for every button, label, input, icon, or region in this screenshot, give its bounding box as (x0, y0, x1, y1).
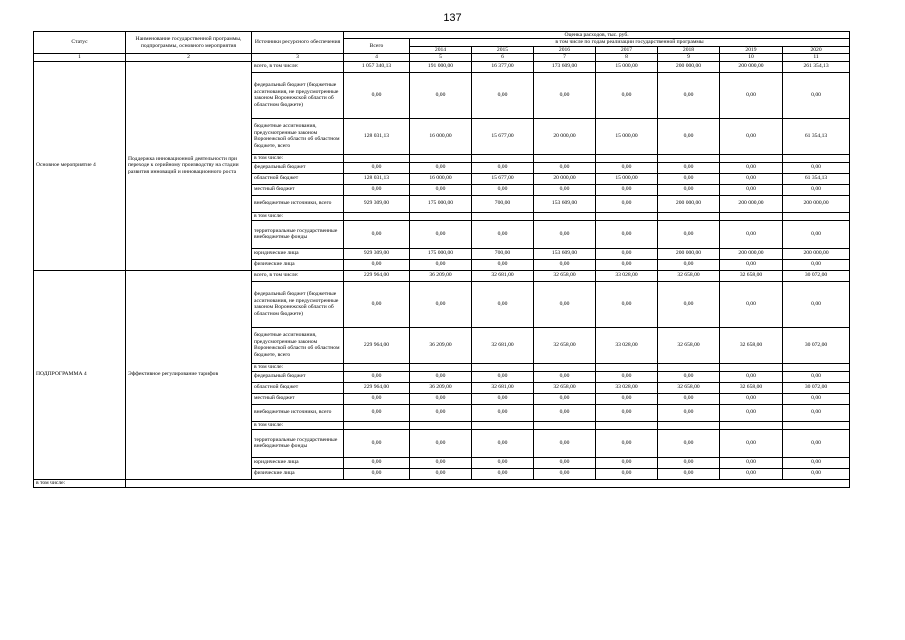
value-year: 0,00 (596, 248, 658, 259)
value-year (534, 421, 596, 429)
value-year: 0,00 (720, 468, 783, 479)
value-year: 0,00 (596, 404, 658, 421)
header-total: Всего (344, 39, 410, 54)
value-year (596, 154, 658, 162)
header-year: 2016 (534, 46, 596, 53)
value-year: 61 354,13 (783, 118, 850, 154)
footer-label: в том числе: (34, 479, 126, 487)
header-year: 2014 (410, 46, 472, 53)
value-year: 0,00 (658, 118, 720, 154)
table-row (34, 270, 850, 281)
value-year: 15 000,00 (596, 118, 658, 154)
value-year (534, 212, 596, 220)
value-year: 0,00 (783, 429, 850, 457)
value-year: 0,00 (534, 404, 596, 421)
value-year: 173 609,00 (534, 61, 596, 72)
value-year: 0,00 (720, 72, 783, 118)
value-year: 0,00 (658, 429, 720, 457)
value-year: 0,00 (596, 393, 658, 404)
value-total (344, 212, 410, 220)
value-total: 0,00 (344, 259, 410, 270)
value-year: 0,00 (534, 393, 596, 404)
value-year: 0,00 (410, 393, 472, 404)
funding-source: внебюджетные источники, всего (252, 404, 344, 421)
value-year (534, 154, 596, 162)
value-total: 1 057 340,13 (344, 61, 410, 72)
funding-source: юридические лица (252, 248, 344, 259)
header-column-number: 8 (596, 54, 658, 61)
value-year: 32 658,00 (720, 382, 783, 393)
value-year: 0,00 (534, 457, 596, 468)
value-year (596, 212, 658, 220)
value-total: 229 964,00 (344, 382, 410, 393)
funding-source: федеральный бюджет (бюджетные ассигнования, не предусмотренные законом Воронежской области об областном бюджете) (252, 281, 344, 327)
value-year (720, 212, 783, 220)
value-year: 0,00 (658, 220, 720, 248)
header-column-number: 10 (720, 54, 783, 61)
value-year: 700,00 (472, 195, 534, 212)
value-year: 0,00 (410, 468, 472, 479)
value-year: 36 209,00 (410, 270, 472, 281)
funding-source: федеральный бюджет (252, 162, 344, 173)
value-total: 0,00 (344, 184, 410, 195)
value-year: 0,00 (658, 468, 720, 479)
value-year: 32 658,00 (720, 327, 783, 363)
value-year: 32 658,00 (534, 327, 596, 363)
header-column-number: 6 (472, 54, 534, 61)
value-total: 0,00 (344, 393, 410, 404)
value-total (344, 154, 410, 162)
value-year: 32 681,00 (472, 382, 534, 393)
funding-source: территориальные государственные внебюджетные фонды (252, 429, 344, 457)
value-year: 0,00 (783, 72, 850, 118)
value-year: 0,00 (596, 259, 658, 270)
value-year: 0,00 (472, 468, 534, 479)
value-year: 0,00 (720, 173, 783, 184)
value-year: 15 000,00 (596, 173, 658, 184)
value-total: 0,00 (344, 72, 410, 118)
value-year: 20 000,00 (534, 118, 596, 154)
table-header (34, 32, 850, 62)
value-year: 0,00 (720, 162, 783, 173)
header-column-number: 7 (534, 54, 596, 61)
header-year: 2015 (472, 46, 534, 53)
value-year (472, 154, 534, 162)
header-estimate: Оценка расходов, тыс. руб. (344, 32, 850, 39)
header-year: 2018 (658, 46, 720, 53)
value-year: 0,00 (534, 429, 596, 457)
value-year: 0,00 (472, 162, 534, 173)
value-year: 30 072,00 (783, 382, 850, 393)
value-year (596, 421, 658, 429)
value-year: 200 000,00 (783, 195, 850, 212)
value-year: 0,00 (783, 162, 850, 173)
value-year: 0,00 (658, 173, 720, 184)
value-year (410, 212, 472, 220)
value-year: 33 028,00 (596, 382, 658, 393)
header-column-number: 3 (252, 54, 344, 61)
value-total (344, 421, 410, 429)
value-year: 0,00 (658, 371, 720, 382)
value-year: 0,00 (534, 184, 596, 195)
funding-source: всего, в том числе: (252, 270, 344, 281)
value-total: 229 964,00 (344, 270, 410, 281)
funding-source: в том числе: (252, 212, 344, 220)
value-total: 0,00 (344, 162, 410, 173)
header-column-number: 1 (34, 54, 126, 61)
value-year: 0,00 (410, 259, 472, 270)
value-year (472, 212, 534, 220)
value-year: 200 000,00 (720, 195, 783, 212)
value-year: 0,00 (783, 393, 850, 404)
value-year: 0,00 (410, 220, 472, 248)
value-year: 0,00 (596, 220, 658, 248)
value-year: 200 000,00 (783, 248, 850, 259)
value-year: 0,00 (534, 371, 596, 382)
value-year: 0,00 (410, 457, 472, 468)
header-by-years: в том числе по годам реализации государственной программы (410, 39, 850, 46)
value-year: 0,00 (720, 259, 783, 270)
value-year (410, 421, 472, 429)
funding-source: физические лица (252, 468, 344, 479)
header-column-number: 9 (658, 54, 720, 61)
funding-source: юридические лица (252, 457, 344, 468)
value-total: 0,00 (344, 468, 410, 479)
value-total: 0,00 (344, 429, 410, 457)
value-year: 0,00 (720, 393, 783, 404)
value-year: 0,00 (658, 184, 720, 195)
value-total: 128 031,13 (344, 118, 410, 154)
value-year: 30 072,00 (783, 270, 850, 281)
header-name: Наименование государственной программы, подпрограммы, основного мероприятия (126, 32, 252, 54)
value-year: 0,00 (720, 457, 783, 468)
value-year: 0,00 (410, 184, 472, 195)
value-year: 200 000,00 (720, 248, 783, 259)
value-year (720, 363, 783, 371)
value-year: 0,00 (534, 281, 596, 327)
value-year: 175 000,00 (410, 195, 472, 212)
funding-source: местный бюджет (252, 184, 344, 195)
value-year: 0,00 (783, 184, 850, 195)
funding-source: бюджетные ассигнования, предусмотренные законом Воронежской области об областном бюджете, всего (252, 118, 344, 154)
value-total: 0,00 (344, 281, 410, 327)
value-year: 0,00 (658, 457, 720, 468)
value-year: 700,00 (472, 248, 534, 259)
value-year: 0,00 (783, 457, 850, 468)
value-year: 0,00 (783, 220, 850, 248)
value-year (534, 363, 596, 371)
value-year: 32 658,00 (658, 382, 720, 393)
budget-table (33, 31, 850, 488)
header-year: 2019 (720, 46, 783, 53)
value-year: 0,00 (783, 371, 850, 382)
table-body (34, 61, 850, 487)
value-year: 61 354,13 (783, 173, 850, 184)
value-year: 0,00 (472, 184, 534, 195)
value-year: 0,00 (596, 195, 658, 212)
value-year: 0,00 (658, 393, 720, 404)
table-row (34, 61, 850, 72)
value-year: 0,00 (534, 72, 596, 118)
value-year: 33 028,00 (596, 327, 658, 363)
table-footer-row (34, 479, 850, 487)
value-year: 15 677,00 (472, 173, 534, 184)
value-year (658, 421, 720, 429)
value-year: 32 681,00 (472, 327, 534, 363)
value-year: 30 072,00 (783, 327, 850, 363)
value-total: 929 309,00 (344, 248, 410, 259)
funding-source: в том числе: (252, 154, 344, 162)
value-year: 0,00 (410, 72, 472, 118)
value-year: 153 609,00 (534, 195, 596, 212)
funding-source: местный бюджет (252, 393, 344, 404)
value-year: 16 377,00 (472, 61, 534, 72)
value-year: 0,00 (720, 404, 783, 421)
value-year: 0,00 (658, 259, 720, 270)
funding-source: в том числе: (252, 363, 344, 371)
value-year (472, 363, 534, 371)
value-year: 0,00 (472, 281, 534, 327)
value-year: 0,00 (596, 429, 658, 457)
value-year: 36 209,00 (410, 327, 472, 363)
header-column-number: 2 (126, 54, 252, 61)
value-total: 0,00 (344, 404, 410, 421)
value-year: 32 658,00 (720, 270, 783, 281)
value-year (658, 363, 720, 371)
funding-source: областной бюджет (252, 382, 344, 393)
header-source: Источники ресурсного обеспечения (252, 32, 344, 54)
value-year (410, 363, 472, 371)
value-total: 229 964,00 (344, 327, 410, 363)
value-year: 200 000,00 (658, 248, 720, 259)
value-year (783, 212, 850, 220)
value-year: 0,00 (472, 371, 534, 382)
value-year: 0,00 (720, 281, 783, 327)
funding-source: областной бюджет (252, 173, 344, 184)
value-year: 32 658,00 (534, 382, 596, 393)
value-year: 33 028,00 (596, 270, 658, 281)
funding-source: физические лица (252, 259, 344, 270)
value-year: 0,00 (410, 404, 472, 421)
value-year (658, 212, 720, 220)
footer-empty (126, 479, 850, 487)
value-year: 0,00 (472, 220, 534, 248)
value-year: 0,00 (596, 281, 658, 327)
value-year: 0,00 (658, 72, 720, 118)
value-year (783, 154, 850, 162)
value-year: 0,00 (720, 371, 783, 382)
value-year: 0,00 (720, 429, 783, 457)
value-year: 0,00 (472, 404, 534, 421)
value-year: 32 658,00 (658, 270, 720, 281)
value-year: 0,00 (658, 281, 720, 327)
value-year: 0,00 (658, 404, 720, 421)
value-year: 0,00 (534, 220, 596, 248)
value-year: 261 354,13 (783, 61, 850, 72)
header-status: Статус (34, 32, 126, 54)
value-year: 200 000,00 (658, 61, 720, 72)
value-year (720, 154, 783, 162)
value-year: 32 658,00 (658, 327, 720, 363)
value-year: 0,00 (596, 162, 658, 173)
value-year (783, 421, 850, 429)
value-year (720, 421, 783, 429)
value-year: 16 000,00 (410, 118, 472, 154)
value-year: 0,00 (472, 457, 534, 468)
value-year: 36 209,00 (410, 382, 472, 393)
page-number: 137 (443, 12, 462, 24)
header-year: 2017 (596, 46, 658, 53)
funding-source: федеральный бюджет (252, 371, 344, 382)
value-year: 0,00 (783, 281, 850, 327)
value-year: 0,00 (534, 468, 596, 479)
funding-source: федеральный бюджет (бюджетные ассигнования, не предусмотренные законом Воронежской области об областном бюджете) (252, 72, 344, 118)
value-year (783, 363, 850, 371)
value-year: 0,00 (410, 371, 472, 382)
value-year: 153 609,00 (534, 248, 596, 259)
row-name: Поддержка инновационной деятельности при переходе к серийному производству на стадии развития инноваций и инновационного роста (126, 61, 252, 270)
value-year: 0,00 (472, 393, 534, 404)
value-year: 0,00 (534, 259, 596, 270)
value-year: 32 658,00 (534, 270, 596, 281)
value-year: 200 000,00 (658, 195, 720, 212)
value-total (344, 363, 410, 371)
value-year: 175 000,00 (410, 248, 472, 259)
value-year: 0,00 (596, 371, 658, 382)
value-year: 0,00 (534, 162, 596, 173)
value-year: 0,00 (472, 72, 534, 118)
value-year: 0,00 (783, 259, 850, 270)
row-status: ПОДПРОГРАММА 4 (34, 270, 126, 479)
value-year: 0,00 (410, 429, 472, 457)
value-year: 0,00 (596, 184, 658, 195)
value-year (410, 154, 472, 162)
value-year: 0,00 (783, 468, 850, 479)
value-year: 0,00 (596, 468, 658, 479)
header-column-numbers-row (34, 54, 850, 61)
value-year: 15 677,00 (472, 118, 534, 154)
value-year: 32 681,00 (472, 270, 534, 281)
value-year: 0,00 (720, 184, 783, 195)
value-year: 0,00 (720, 220, 783, 248)
header-year: 2020 (783, 46, 850, 53)
funding-source: в том числе: (252, 421, 344, 429)
header-column-number: 5 (410, 54, 472, 61)
value-year: 0,00 (783, 404, 850, 421)
value-year: 0,00 (720, 118, 783, 154)
value-year: 0,00 (596, 72, 658, 118)
value-year (658, 154, 720, 162)
funding-source: всего, в том числе: (252, 61, 344, 72)
funding-source: внебюджетные источники, всего (252, 195, 344, 212)
funding-source: бюджетные ассигнования, предусмотренные законом Воронежской области об областном бюджете, всего (252, 327, 344, 363)
value-year: 191 000,00 (410, 61, 472, 72)
value-year (472, 421, 534, 429)
header-column-number: 4 (344, 54, 410, 61)
value-year: 0,00 (472, 429, 534, 457)
value-total: 929 309,00 (344, 195, 410, 212)
value-year: 200 000,00 (720, 61, 783, 72)
row-name: Эффективное регулирование тарифов (126, 270, 252, 479)
value-year (596, 363, 658, 371)
value-year: 0,00 (410, 281, 472, 327)
header-column-number: 11 (783, 54, 850, 61)
value-year: 20 000,00 (534, 173, 596, 184)
funding-source: территориальные государственные внебюджетные фонды (252, 220, 344, 248)
value-year: 16 000,00 (410, 173, 472, 184)
value-total: 128 031,13 (344, 173, 410, 184)
value-year: 0,00 (410, 162, 472, 173)
value-total: 0,00 (344, 371, 410, 382)
value-total: 0,00 (344, 457, 410, 468)
value-total: 0,00 (344, 220, 410, 248)
row-status: Основное мероприятие 4 (34, 61, 126, 270)
value-year: 0,00 (472, 259, 534, 270)
value-year: 15 000,00 (596, 61, 658, 72)
value-year: 0,00 (596, 457, 658, 468)
value-year: 0,00 (658, 162, 720, 173)
